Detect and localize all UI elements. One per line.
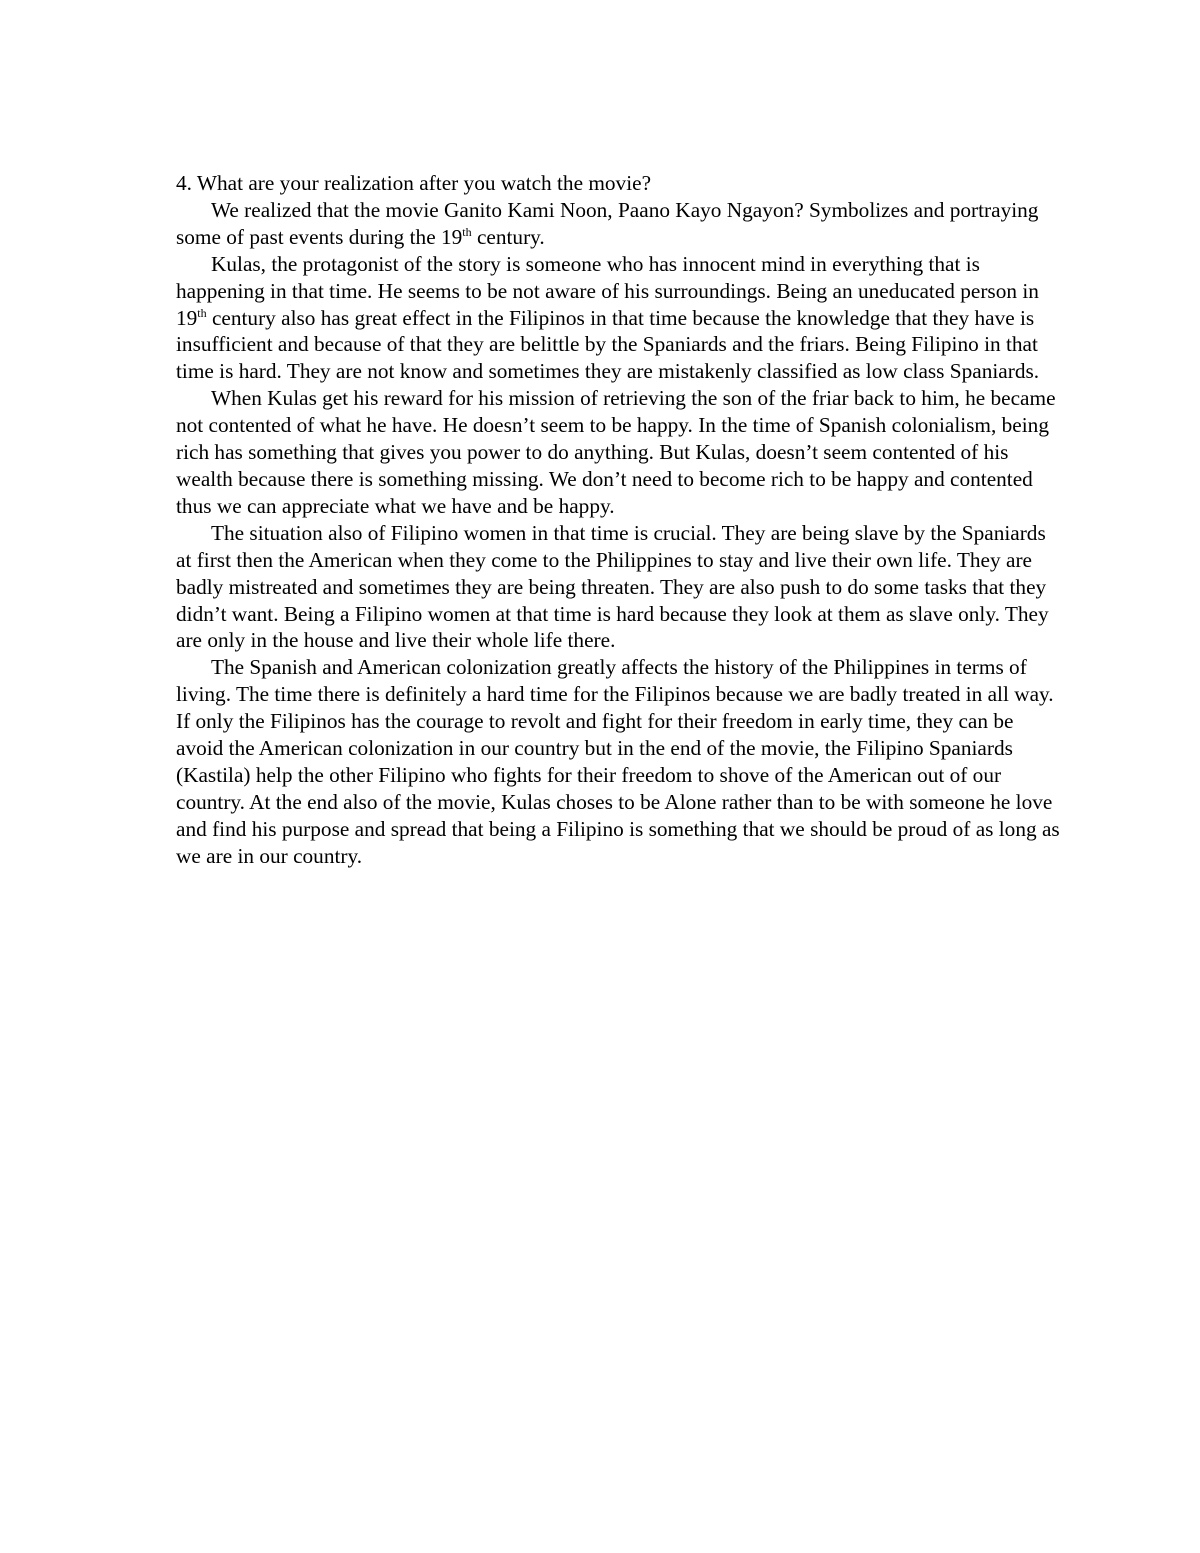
paragraph-text-tail: century also has great effect in the Filipinos in that time because the knowledge that they have is insufficient and because of that they are belittle by the Spaniards and the friars. Being Filipino in that time is hard. They are not know and sometimes they are mistakenly classified as low class Spaniards. (176, 305, 1040, 384)
document-body (176, 170, 1066, 870)
paragraph-text: The situation also of Filipino women in that time is crucial. They are being slave by the Spaniards at first then the American when they come to the Philippines to stay and live their own life. They are badly mistreated and sometimes they are being threaten. They are also push to do some tasks that they didn’t want. Being a Filipino women at that time is hard because they look at them as slave only. They are only in the house and live their whole life there. (176, 520, 1049, 653)
paragraph-text: We realized that the movie Ganito Kami Noon, Paano Kayo Ngayon? Symbolizes and portraying some of past events during the 19 (176, 197, 1039, 249)
paragraph-filipino-women (176, 520, 1066, 655)
paragraph-realization (176, 197, 1066, 251)
paragraph-text-tail: century. (471, 224, 545, 249)
paragraph-text: The Spanish and American colonization greatly affects the history of the Philippines in terms of living. The time there is definitely a hard time for the Filipinos because we are badly treated in all way. If only the Filipinos has the courage to revolt and fight for their freedom in early time, they can be avoid the American colonization in our country but in the end of the movie, the Filipino Spaniards (Kastila) help the other Filipino who fights for their freedom to shove of the American out of our country. At the end also of the movie, Kulas choses to be Alone rather than to be with someone he love and find his purpose and spread that being a Filipino is something that we should be proud of as long as we are in our country. (176, 655, 1060, 868)
paragraph-kulas-reward (176, 385, 1066, 520)
superscript-ordinal: th (197, 305, 207, 320)
question-heading: 4. What are your realization after you watch the movie? (176, 171, 652, 195)
paragraph-text: When Kulas get his reward for his mission of retrieving the son of the friar back to him, he became not contented of what he have. He doesn’t seem to be happy. In the time of Spanish colonialism, being rich has something that gives you power to do anything. But Kulas, doesn’t seem contented of his wealth because there is something missing. We don’t need to become rich to be happy and contented thus we can appreciate what we have and be happy. (176, 386, 1056, 518)
superscript-ordinal: th (462, 224, 472, 239)
paragraph-kulas-protagonist (176, 251, 1066, 386)
paragraph-colonization (176, 654, 1066, 869)
paragraph-text: Kulas, the protagonist of the story is someone who has innocent mind in everything that is happening in that time. He seems to be not aware of his surroundings. Being an uneducated person in 19 (176, 251, 1039, 330)
